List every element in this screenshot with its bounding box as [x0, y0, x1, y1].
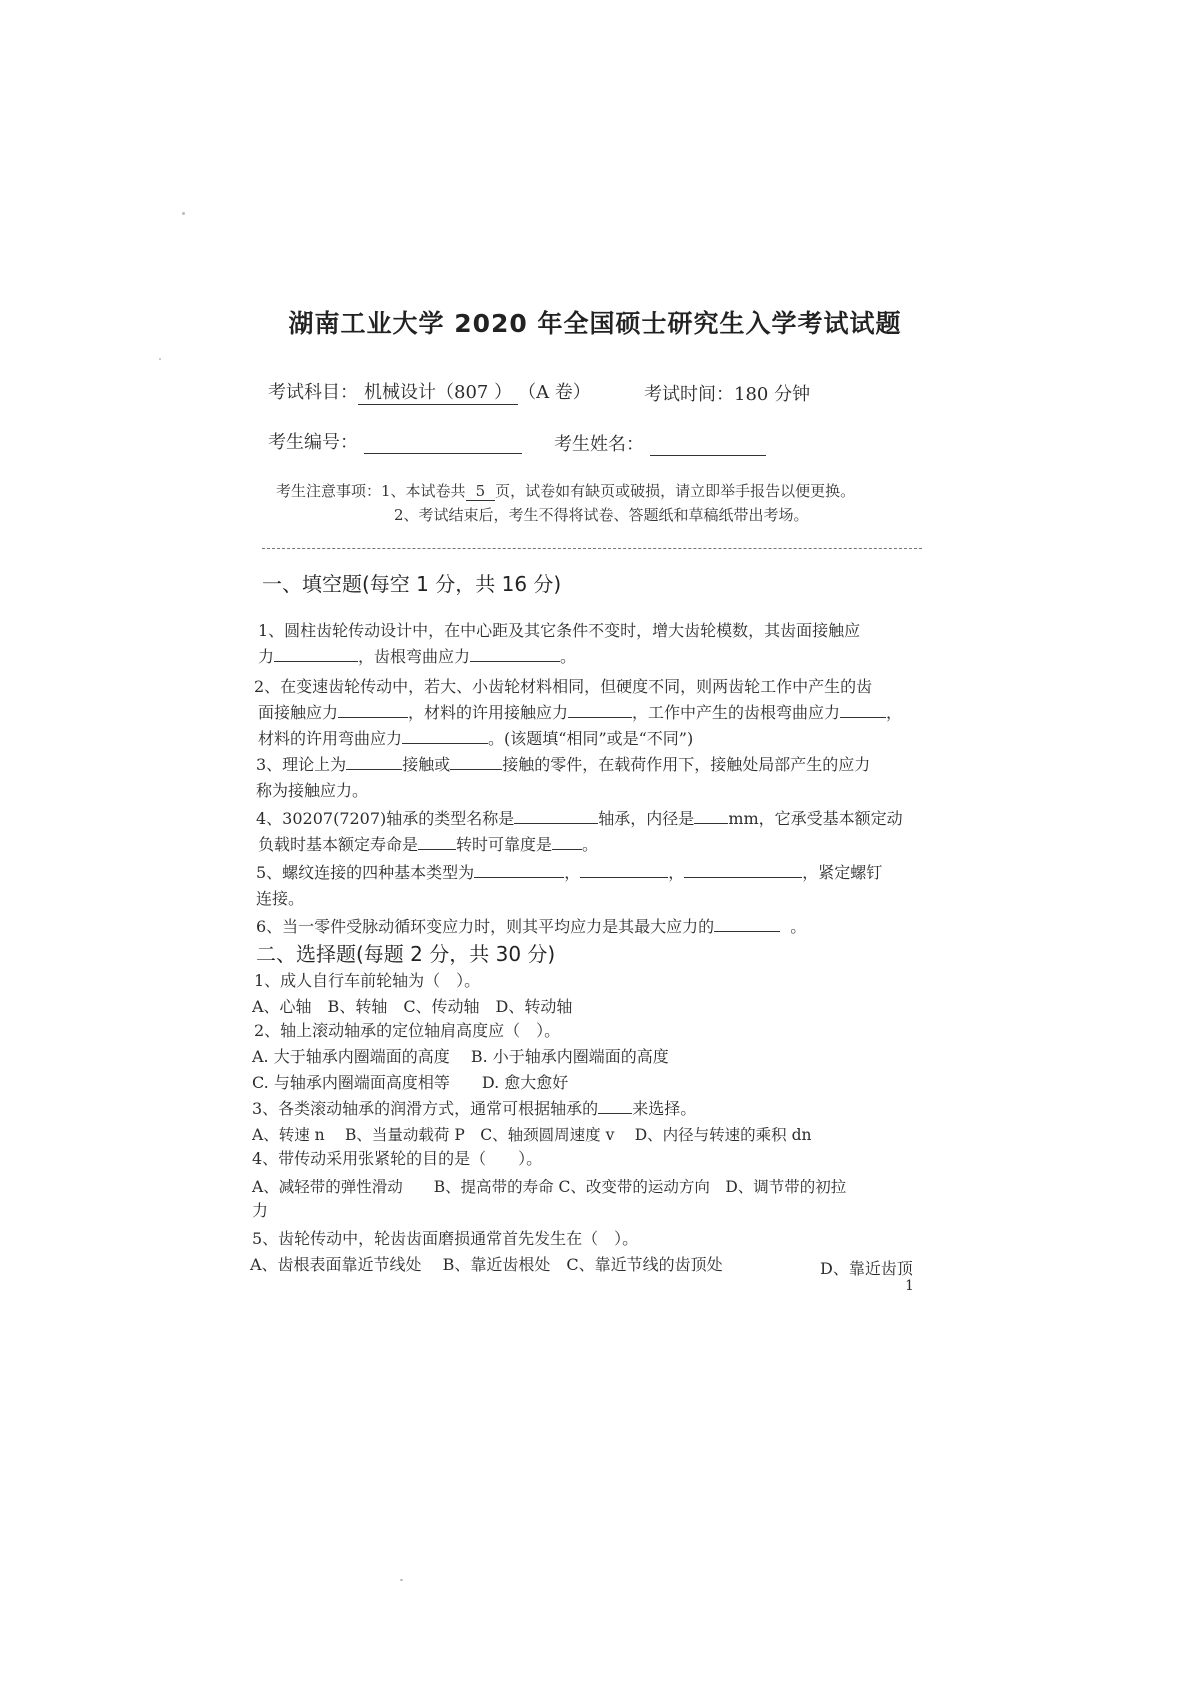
s1-q4-text: 转时可靠度是 — [456, 835, 553, 854]
notice-line-2: 2、考试结束后，考生不得将试卷、答题纸和草稿纸带出考场。 — [394, 506, 809, 524]
time-value: 180 分钟 — [734, 384, 811, 405]
candidate-number-label: 考生编号： — [268, 432, 358, 453]
s2-q3-text: 3、各类滚动轴承的润滑方式，通常可根据轴承的 — [252, 1099, 599, 1118]
s1-q4-text: 。 — [582, 835, 599, 854]
answer-blank — [338, 701, 408, 718]
answer-blank — [598, 1097, 632, 1114]
s2-q4-options-2: 力 — [252, 1201, 269, 1220]
candidate-number-line — [268, 428, 522, 454]
s1-q4-text: 4、30207(7207)轴承的类型名称是 — [256, 809, 515, 828]
s1-q3-text: 接触或 — [402, 755, 451, 774]
section-2-heading: 二、选择题(每题 2 分，共 30 分) — [256, 942, 556, 966]
time-label: 考试时间： — [644, 384, 734, 405]
notice-label: 考生注意事项： — [276, 482, 382, 500]
s1-q2-text: ，工作中产生的齿根弯曲应力 — [632, 703, 841, 722]
s1-q1-text: ，齿根弯曲应力 — [358, 647, 471, 666]
subject-value: 机械设计（807 ） — [358, 378, 518, 405]
s1-q5-text: ，紧定螺钉 — [802, 863, 883, 882]
candidate-number-blank — [364, 433, 522, 454]
answer-blank — [470, 645, 560, 662]
answer-blank — [274, 645, 358, 662]
candidate-name-line — [554, 430, 766, 456]
answer-blank — [474, 861, 564, 878]
notice-1-text: 1、本试卷共 — [381, 482, 466, 500]
s2-q2-options-2: C. 与轴承内圈端面高度相等 D. 愈大愈好 — [252, 1073, 569, 1092]
s2-q5-options: A、齿根表面靠近节线处 B、靠近齿根处 C、靠近节线的齿顶处 — [250, 1255, 723, 1274]
scan-speck — [400, 1579, 403, 1581]
answer-blank — [346, 753, 402, 770]
s2-q4-options-1: A、减轻带的弹性滑动 B、提高带的寿命 C、改变带的运动方向 D、调节带的初拉 — [252, 1178, 847, 1196]
s1-q1-line-2 — [258, 644, 576, 670]
s2-q1-options: A、心轴 B、转轴 C、传动轴 D、转动轴 — [252, 997, 573, 1016]
subject-line — [268, 378, 591, 405]
s1-q2-line-1: 2、在变速齿轮传动中，若大、小齿轮材料相同，但硬度不同，则两齿轮工作中产生的齿 — [254, 677, 873, 696]
s2-q5-option-d: D、靠近齿顶 — [820, 1259, 913, 1278]
s1-q5-line-1 — [256, 860, 882, 886]
s1-q1-line-1: 1、圆柱齿轮传动设计中，在中心距及其它条件不变时，增大齿轮模数，其齿面接触应 — [258, 621, 861, 640]
s1-q4-text: 负载时基本额定寿命是 — [258, 835, 419, 854]
s2-q1: 1、成人自行车前轮轴为（ ）。 — [254, 971, 481, 990]
s2-q2: 2、轴上滚动轴承的定位轴肩高度应（ ）。 — [254, 1021, 561, 1040]
s1-q2-text: ， — [886, 703, 903, 722]
s2-q3-text: 来选择。 — [632, 1099, 697, 1118]
scan-speck — [182, 212, 185, 215]
s1-q1-text: 力 — [258, 647, 275, 666]
divider — [262, 548, 922, 549]
answer-blank — [684, 861, 802, 878]
s1-q5-text: 5、螺纹连接的四种基本类型为 — [256, 863, 475, 882]
answer-blank — [568, 701, 632, 718]
answer-blank — [714, 915, 780, 932]
s1-q1-text: 。 — [560, 647, 577, 666]
answer-blank — [840, 701, 886, 718]
s1-q2-text: 材料的许用弯曲应力 — [258, 729, 403, 748]
notice-1-text-end: 页，试卷如有缺页或破损，请立即举手报告以便更换。 — [495, 482, 856, 500]
subject-label: 考试科目： — [268, 382, 358, 403]
s2-q5: 5、齿轮传动中，轮齿齿面磨损通常首先发生在（ ）。 — [252, 1229, 639, 1248]
answer-blank — [514, 807, 598, 824]
s1-q3-line-1 — [256, 752, 870, 778]
answer-blank — [450, 753, 502, 770]
answer-blank — [694, 807, 728, 824]
answer-blank — [580, 861, 668, 878]
s1-q4-line-1 — [256, 806, 903, 832]
s1-q3-line-2: 称为接触应力。 — [256, 781, 369, 800]
s1-q2-line-3 — [258, 726, 693, 752]
s1-q2-text: 面接触应力 — [258, 703, 339, 722]
notice-line-1 — [276, 480, 855, 501]
answer-blank — [418, 833, 456, 850]
s1-q4-text: mm，它承受基本额定动 — [728, 809, 903, 828]
s1-q5-text: ， — [564, 863, 581, 882]
exam-title: 湖南工业大学 2020 年全国硕士研究生入学考试试题 — [288, 309, 902, 338]
s1-q3-text: 接触的零件，在载荷作用下，接触处局部产生的应力 — [502, 755, 871, 774]
s1-q2-text: 。(该题填“相同”或是“不同”) — [488, 729, 694, 748]
s1-q5-line-2: 连接。 — [256, 889, 305, 908]
answer-blank — [552, 833, 582, 850]
candidate-name-blank — [650, 435, 766, 456]
s1-q4-text: 轴承，内径是 — [598, 809, 695, 828]
paper-version: （A 卷） — [518, 382, 591, 403]
s2-q4: 4、带传动采用张紧轮的目的是（ ）。 — [252, 1149, 543, 1168]
s1-q4-line-2 — [258, 832, 598, 858]
time-line — [644, 380, 810, 406]
answer-blank — [402, 727, 488, 744]
s1-q3-text: 3、理论上为 — [256, 755, 347, 774]
s1-q6-text: 6、当一零件受脉动循环变应力时，则其平均应力是其最大应力的 — [256, 917, 715, 936]
s2-q3 — [252, 1096, 696, 1122]
candidate-name-label: 考生姓名： — [554, 434, 644, 455]
s1-q5-text: ， — [668, 863, 685, 882]
s2-q2-options-1: A. 大于轴承内圈端面的高度 B. 小于轴承内圈端面的高度 — [252, 1047, 669, 1066]
notice-page-count: 5 — [466, 482, 496, 501]
s1-q2-text: ，材料的许用接触应力 — [408, 703, 569, 722]
s1-q6-text: 。 — [790, 917, 807, 936]
page-number: 1 — [905, 1278, 914, 1294]
section-1-heading: 一、填空题(每空 1 分，共 16 分) — [262, 572, 562, 596]
s1-q6-line-1 — [256, 914, 806, 940]
s1-q2-line-2 — [258, 700, 902, 726]
scan-speck — [159, 358, 161, 360]
s2-q3-options: A、转速 n B、当量动载荷 P C、轴颈圆周速度 v D、内径与转速的乘积 dn — [252, 1126, 812, 1144]
